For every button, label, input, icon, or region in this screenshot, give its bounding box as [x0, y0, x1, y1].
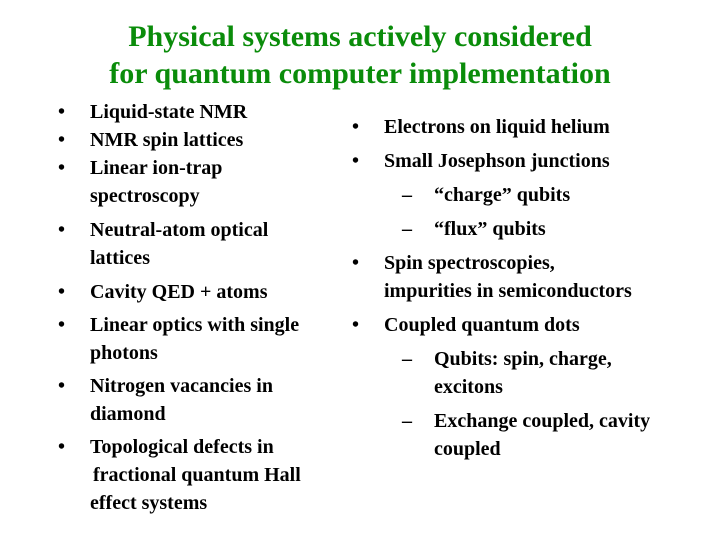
item-text: Neutral-atom optical — [90, 219, 269, 241]
list-item — [58, 433, 358, 517]
item-text: Cavity QED + atoms — [90, 281, 268, 303]
list-item — [352, 311, 697, 339]
sub-item-text: “charge” qubits — [434, 184, 571, 206]
title-line-1: Physical systems actively considered — [128, 20, 592, 53]
sub-item-text-continued: coupled — [434, 438, 501, 460]
item-text: Topological defects in — [90, 436, 274, 458]
bullet-icon: • — [58, 281, 66, 303]
item-text-continued: effect systems — [90, 492, 208, 514]
list-item — [58, 278, 358, 306]
item-text: NMR spin lattices — [90, 129, 244, 151]
sub-item-text-continued: excitons — [434, 376, 503, 398]
bullet-icon: • — [58, 101, 66, 123]
sub-list-item — [382, 345, 697, 401]
sub-item-text: “flux” qubits — [434, 218, 546, 240]
bullet-icon: • — [352, 314, 360, 336]
item-text: Coupled quantum dots — [384, 314, 580, 336]
list-item — [58, 126, 358, 154]
dash-icon: – — [402, 410, 412, 432]
list-item — [58, 216, 358, 272]
bullet-icon: • — [58, 157, 66, 179]
list-item — [58, 311, 358, 367]
list-item — [352, 113, 697, 141]
bullet-icon: • — [58, 129, 66, 151]
right-bullet-list — [352, 113, 697, 463]
item-text: Liquid-state NMR — [90, 101, 248, 123]
bullet-icon: • — [58, 375, 66, 397]
bullet-icon: • — [352, 252, 360, 274]
dash-icon: – — [402, 348, 412, 370]
bullet-icon: • — [58, 436, 66, 458]
item-text-continued: fractional quantum Hall — [93, 464, 301, 486]
item-text-continued: diamond — [90, 403, 166, 425]
item-text: Linear optics with single — [90, 314, 300, 336]
item-text: Nitrogen vacancies in — [90, 375, 273, 397]
bullet-icon: • — [58, 219, 66, 241]
bullet-icon: • — [352, 116, 360, 138]
bullet-icon: • — [352, 150, 360, 172]
item-text: Spin spectroscopies, — [384, 252, 555, 274]
list-item — [58, 154, 358, 210]
item-text: Small Josephson junctions — [384, 150, 610, 172]
list-item — [58, 98, 358, 126]
sub-list-item — [382, 407, 697, 463]
sub-list-item — [382, 215, 697, 243]
item-text-continued: spectroscopy — [90, 185, 200, 207]
item-text: Linear ion-trap — [90, 157, 223, 179]
item-text-continued: impurities in semiconductors — [384, 280, 632, 302]
item-text-continued: photons — [90, 342, 158, 364]
dash-icon: – — [402, 218, 412, 240]
sub-list-item — [382, 181, 697, 209]
left-bullet-list — [58, 98, 358, 517]
slide-title — [0, 18, 720, 92]
list-item — [352, 249, 697, 305]
bullet-icon: • — [58, 314, 66, 336]
item-text: Electrons on liquid helium — [384, 116, 610, 138]
item-text-continued: lattices — [90, 247, 150, 269]
title-line-2: for quantum computer implementation — [109, 57, 611, 90]
sub-item-text: Exchange coupled, cavity — [434, 410, 651, 432]
list-item — [352, 147, 697, 175]
list-item — [58, 372, 358, 428]
dash-icon: – — [402, 184, 412, 206]
sub-item-text: Qubits: spin, charge, — [434, 348, 612, 370]
